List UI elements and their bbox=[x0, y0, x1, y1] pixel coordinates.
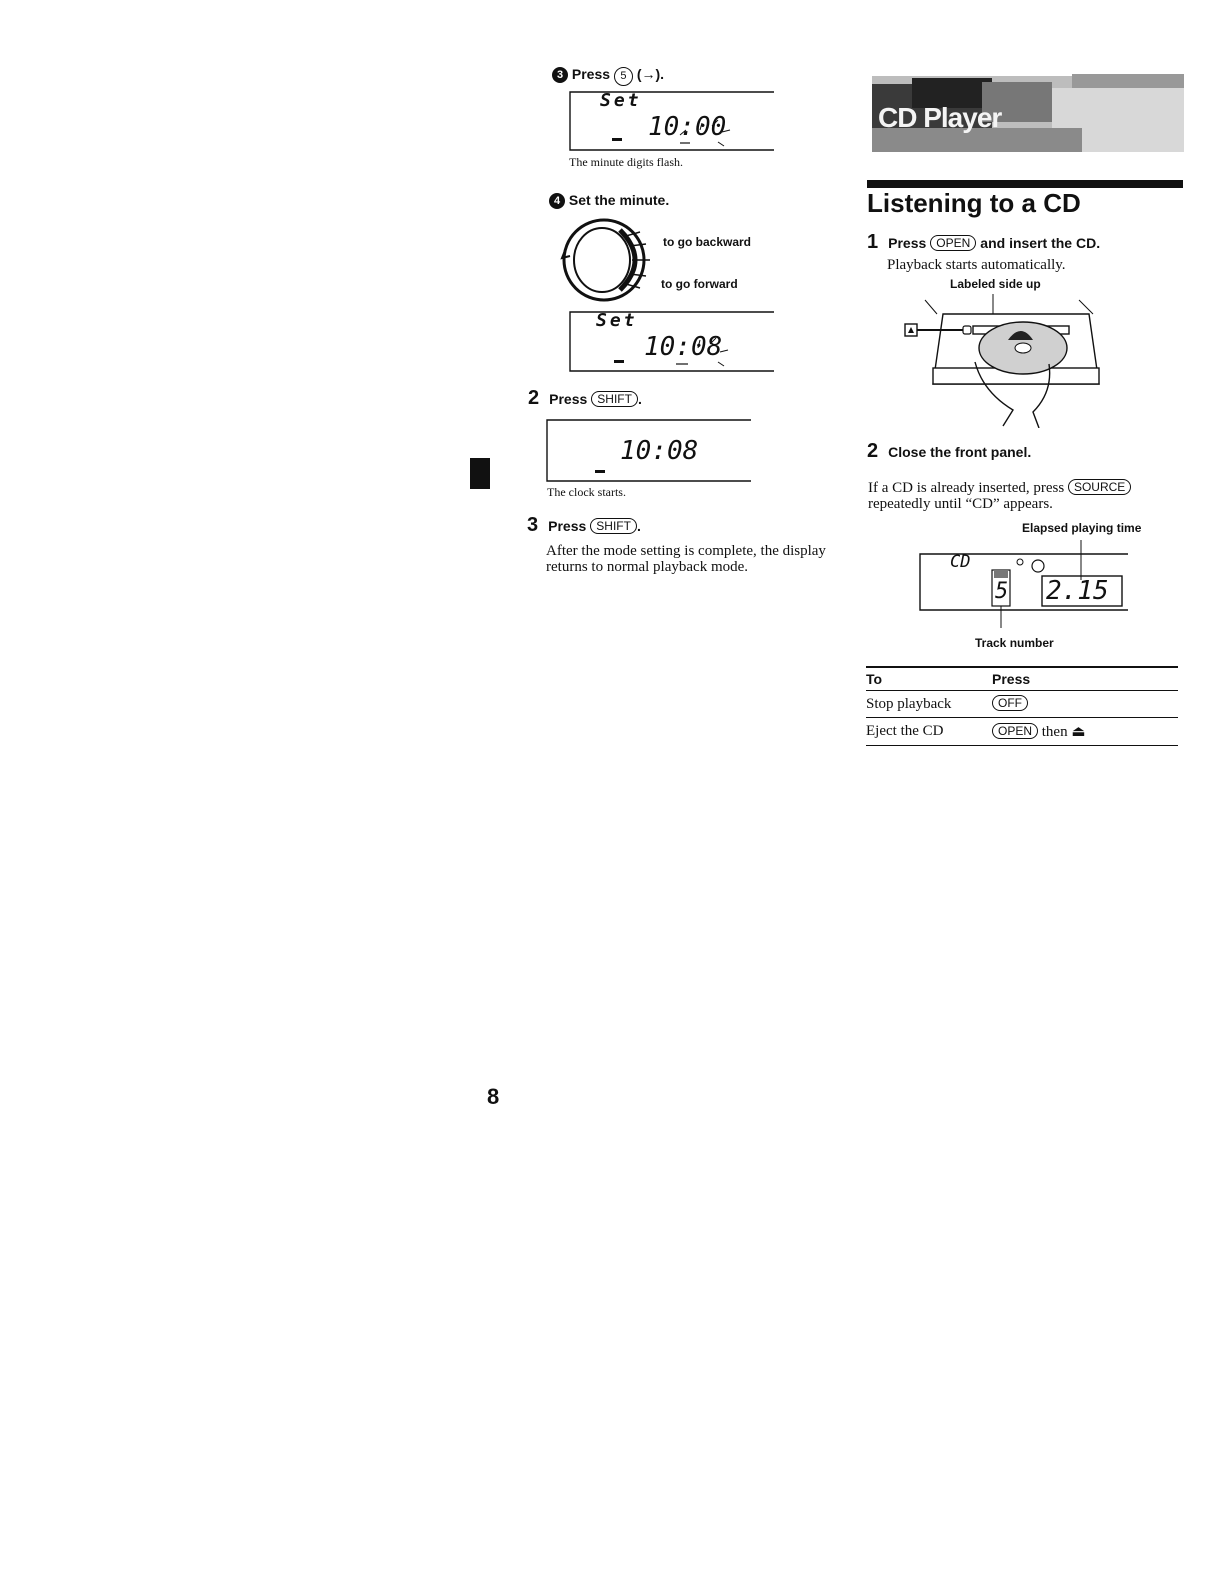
ops-table bbox=[866, 666, 1178, 746]
step-1-right-rest: and insert the CD. bbox=[980, 235, 1101, 251]
already-inserted-text-b: repeatedly until “CD” appears. bbox=[868, 496, 1053, 512]
section-rule bbox=[867, 180, 1183, 188]
step-2-left: 2 Press SHIFT . bbox=[528, 387, 642, 409]
lcd1-time-text: 10:00 bbox=[648, 112, 727, 142]
lcd1-set-text: Set bbox=[600, 90, 642, 111]
lcd3-time-text: 10:08 bbox=[620, 436, 699, 466]
key-5-icon: 5 bbox=[614, 67, 633, 86]
step-2-left-number: 2 bbox=[528, 387, 540, 409]
step-3-left-number: 3 bbox=[527, 514, 539, 536]
section-title: Listening to a CD bbox=[867, 188, 1081, 218]
dial-illustration bbox=[560, 218, 660, 302]
step-2-left-press: Press bbox=[549, 391, 588, 407]
banner-title: CD Player bbox=[878, 102, 1002, 133]
lcd3-caption: The clock starts. bbox=[547, 485, 626, 499]
labeled-side-up-label: Labeled side up bbox=[950, 277, 1041, 291]
step-2-right bbox=[867, 440, 1031, 463]
lcd2-set-text: Set bbox=[596, 310, 638, 331]
cd-player-banner bbox=[872, 64, 1184, 152]
step-2-right-text: Close the front panel. bbox=[888, 444, 1032, 460]
step-1-right bbox=[867, 231, 1100, 254]
page-number: 8 bbox=[487, 1084, 500, 1109]
elapsed-time-label: Elapsed playing time bbox=[1022, 521, 1142, 535]
cd-lcd-display bbox=[918, 540, 1128, 640]
step-1-right-sub: Playback starts automatically. bbox=[887, 257, 1066, 273]
open-key-icon: OPEN bbox=[930, 235, 976, 251]
substep-3-press: Press bbox=[571, 66, 611, 82]
already-inserted-note bbox=[868, 479, 1178, 512]
step-3-left: 3 Press SHIFT . bbox=[527, 514, 641, 536]
shift-key-icon-2: SHIFT bbox=[590, 518, 637, 534]
operations-table bbox=[866, 666, 1178, 746]
row-eject-label: Eject the CD bbox=[866, 723, 944, 739]
cd-insert-illustration bbox=[903, 292, 1113, 428]
lcd-display-set-minute bbox=[568, 310, 774, 374]
step-1-right-press: Press bbox=[888, 235, 927, 251]
table-header-row bbox=[866, 667, 1178, 691]
open-key-icon-2: OPEN bbox=[992, 723, 1038, 739]
substep-4-number: 4 bbox=[549, 193, 565, 209]
shift-key-icon: SHIFT bbox=[591, 391, 638, 407]
step-1-right-number: 1 bbox=[867, 231, 879, 253]
lcd-cd-text: CD bbox=[950, 552, 971, 572]
substep-3-heading bbox=[552, 66, 664, 86]
substep-4-heading bbox=[549, 192, 669, 209]
substep-3-number: 3 bbox=[552, 67, 568, 83]
substep-3-arrow: (→). bbox=[636, 66, 665, 82]
step-3-left-press: Press bbox=[548, 518, 587, 534]
row-eject-press bbox=[992, 718, 1178, 746]
cd-insert-drawing bbox=[903, 292, 1113, 428]
step-3-left-description: After the mode setting is complete, the display returns to normal playback mode. bbox=[546, 543, 826, 575]
header-to: To bbox=[866, 671, 883, 687]
off-key-icon: OFF bbox=[992, 695, 1028, 711]
dial-forward-label: to go forward bbox=[661, 277, 738, 291]
lcd-display-set-flash-minute bbox=[568, 90, 774, 152]
step-2-right-number: 2 bbox=[867, 440, 879, 462]
rotary-dial-icon bbox=[560, 218, 660, 302]
section-marker bbox=[470, 458, 490, 489]
table-row bbox=[866, 691, 1178, 718]
lcd-elapsed-time: 2.15 bbox=[1046, 576, 1109, 606]
track-number-label: Track number bbox=[975, 636, 1054, 650]
eject-then-text: then ⏏ bbox=[1041, 724, 1086, 740]
table-row bbox=[866, 718, 1178, 746]
row-stop-press bbox=[992, 691, 1178, 718]
header-press: Press bbox=[992, 671, 1031, 687]
lcd2-time-text: 10:08 bbox=[644, 332, 723, 362]
source-key-icon: SOURCE bbox=[1068, 479, 1131, 495]
lcd-track-number: 5 bbox=[995, 579, 1009, 604]
substep-4-title: Set the minute. bbox=[568, 192, 670, 208]
lcd-display-clock-starts bbox=[545, 418, 751, 484]
row-stop-label: Stop playback bbox=[866, 695, 952, 712]
lcd1-caption: The minute digits flash. bbox=[569, 155, 683, 169]
dial-backward-label: to go backward bbox=[663, 235, 752, 249]
already-inserted-text-a: If a CD is already inserted, press bbox=[868, 480, 1065, 496]
